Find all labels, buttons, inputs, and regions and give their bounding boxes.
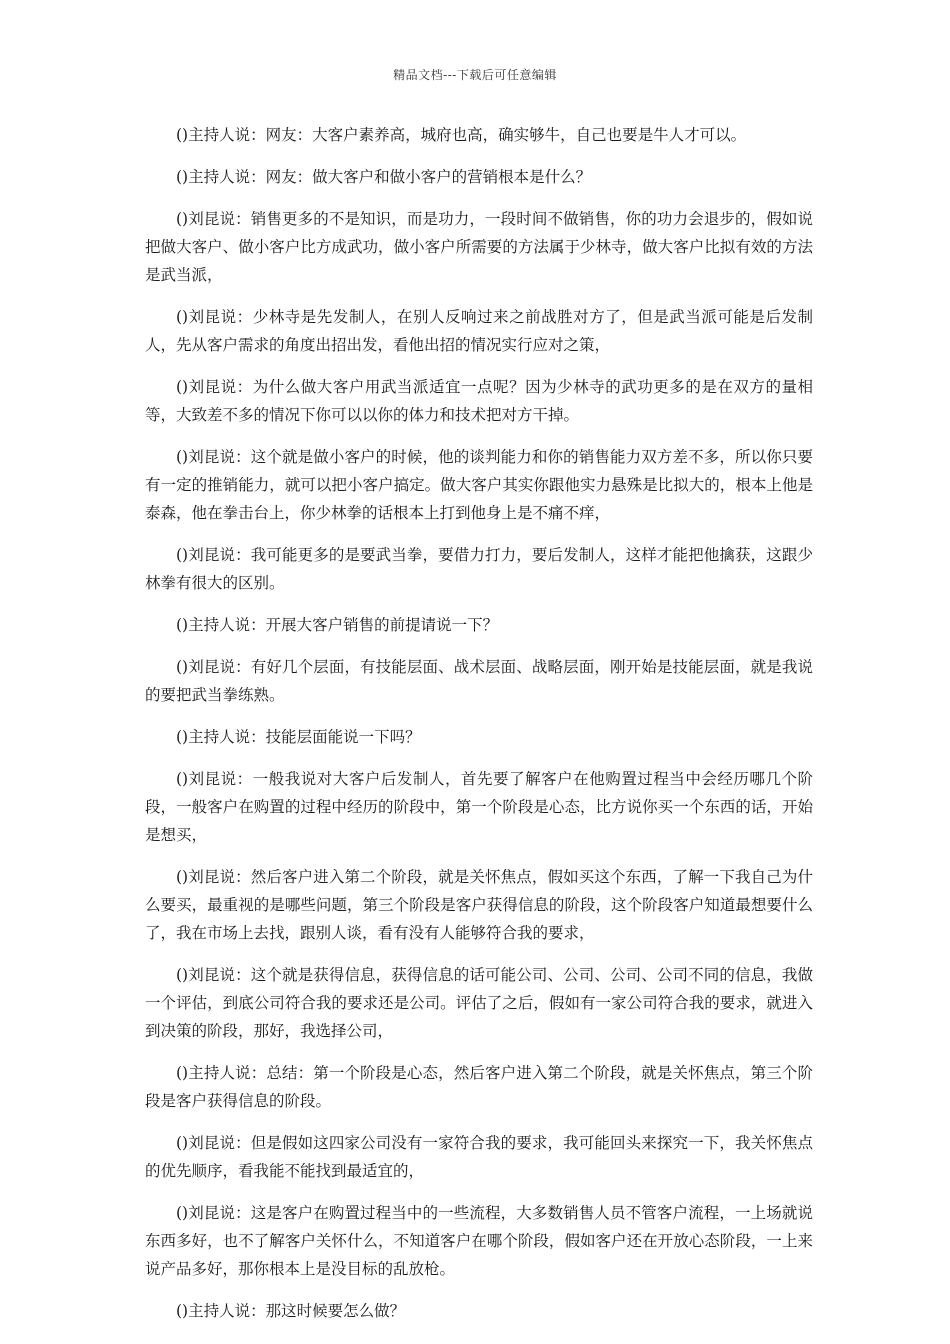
paragraph: ()刘昆说：这是客户在购置过程当中的一些流程，大多数销售人员不管客户流程，一上场就说东西多好，也不了解客户关怀什么，不知道客户在哪个阶段，假如客户还在开放心态阶段，一上来说产品多好，那你根本上是没目标的乱放枪。 (145, 1204, 813, 1278)
paragraph: ()主持人说：那这时候要怎么做？ (176, 1302, 406, 1320)
paragraph: ()刘昆说：这个就是做小客户的时候，他的谈判能力和你的销售能力双方差不多，所以你只要有一定的推销能力，就可以把小客户搞定。做大客户其实你跟他实力悬殊是比拟大的，根本上他是泰森，他在拳击台上，你少林拳的话根本上打到他身上是不痛不痒， (145, 448, 813, 522)
paragraph: ()主持人说：开展大客户销售的前提请说一下？ (176, 616, 499, 634)
paragraph: ()刘昆说：一般我说对大客户后发制人，首先要了解客户在他购置过程当中会经历哪几个阶段，一般客户在购置的过程中经历的阶段中，第一个阶段是心态，比方说你买一个东西的话，开始是想买， (145, 770, 813, 844)
paragraph: ()刘昆说：这个就是获得信息，获得信息的话可能公司、公司、公司、公司不同的信息，我做一个评估，到底公司符合我的要求还是公司。评估了之后，假如有一家公司符合我的要求，就进入到决策的阶段，那好，我选择公司， (145, 966, 813, 1040)
paragraph: ()刘昆说：有好几个层面，有技能层面、战术层面、战略层面，刚开始是技能层面，就是我说的要把武当拳练熟。 (145, 658, 813, 704)
paragraph: ()刘昆说：为什么做大客户用武当派适宜一点呢？因为少林寺的武功更多的是在双方的量相等，大致差不多的情况下你可以以你的体力和技术把对方干掉。 (145, 378, 813, 424)
paragraph: ()刘昆说：我可能更多的是要武当拳，要借力打力，要后发制人，这样才能把他擒获，这跟少林拳有很大的区别。 (145, 546, 813, 592)
paragraph: ()主持人说：总结：第一个阶段是心态，然后客户进入第二个阶段，就是关怀焦点，第三个阶段是客户获得信息的阶段。 (145, 1064, 813, 1110)
paragraph: ()刘昆说：但是假如这四家公司没有一家符合我的要求，我可能回头来探究一下，我关怀焦点的优先顺序，看我能不能找到最适宜的， (145, 1134, 813, 1180)
page-header: 精品文档---下载后可任意编辑 (393, 68, 557, 82)
paragraph: ()主持人说：技能层面能说一下吗？ (176, 728, 421, 746)
paragraph: ()刘昆说：销售更多的不是知识，而是功力，一段时间不做销售，你的功力会退步的，假如说把做大客户、做小客户比方成武功，做小客户所需要的方法属于少林寺，做大客户比拟有效的方法是武当派， (145, 210, 813, 284)
paragraph: ()主持人说：网友：大客户素养高，城府也高，确实够牛，自己也要是牛人才可以。 (176, 126, 747, 144)
paragraph: ()刘昆说：少林寺是先发制人，在别人反响过来之前战胜对方了，但是武当派可能是后发制人，先从客户需求的角度出招出发，看他出招的情况实行应对之策， (145, 308, 813, 354)
paragraph: ()主持人说：网友：做大客户和做小客户的营销根本是什么？ (176, 168, 592, 186)
paragraph: ()刘昆说：然后客户进入第二个阶段，就是关怀焦点，假如买这个东西，了解一下我自己为什么要买，最重视的是哪些问题，第三个阶段是客户获得信息的阶段，这个阶段客户知道最想要什么了，我在市场上去找，跟别人谈，看有没有人能够符合我的要求， (145, 868, 813, 942)
document-body (145, 121, 813, 1339)
